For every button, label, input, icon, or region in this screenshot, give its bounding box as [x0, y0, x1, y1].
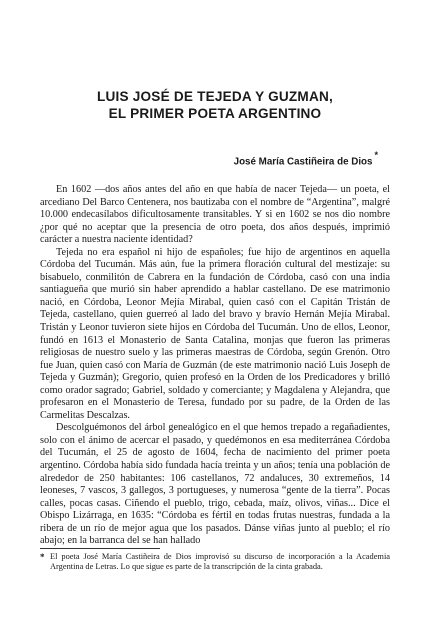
article-title	[40, 88, 390, 122]
footnote	[40, 552, 390, 573]
footnote-marker: *	[40, 552, 45, 562]
title-line-1: LUIS JOSÉ DE TEJEDA Y GUZMAN,	[97, 89, 333, 104]
author-footnote-marker: *	[374, 150, 378, 160]
title-line-2: EL PRIMER POETA ARGENTINO	[108, 106, 322, 121]
paragraph-3: Descolguémonos del árbol genealógico en el que hemos trepado a regañadientes, solo con el ánimo de acercar el pasado, y quedémonos en esa mediterránea Córdoba del Tucumán, el 25 de agosto de 1604, fecha de nacimiento del primer poeta argentino. Córdoba había sido fundada hacía treinta y un años; tenía una población de alrededor de 250 habitantes: 106 castellanos, 72 andaluces, 30 extremeños, 14 leoneses, 7 vascos, 3 gallegos, 3 portugueses, y numerosa “gente de la tierra”. Pocas calles, pocas casas. Ciñendo el pueblo, trigo, cebada, maíz, olivos, viñas... Dice el Obispo Lizárraga, en 1635: “Córdoba es fértil en todas frutas nuestras, fundada a la ribera de un río de mejor agua que los pasados. Dánse viñas junto al pueblo; el río abajo; en la barranca del se han hallado	[40, 422, 390, 547]
paragraph-1: En 1602 —dos años antes del año en que había de nacer Tejeda— un poeta, el arcediano Del Barco Centenera, nos bautizaba con el nombre de “Argentina”, malgré 10.000 endecasílabos dificultosamente transitables. Y si en 1602 se nos dio nombre ¿por qué no aceptar que la presencia de otro poeta, dos años después, imprimió carácter a nuestra naciente identidad?	[40, 184, 390, 246]
article-body	[40, 184, 390, 548]
author-name: José María Castiñeira de Dios	[233, 156, 373, 168]
footnote-text: El poeta José María Castiñeira de Dios improvisó su discurso de incorporación a la Academia Argentina de Letras. Lo que sigue es parte de la transcripción de la cinta grabada.	[50, 552, 390, 572]
footnote-divider	[40, 548, 160, 549]
paragraph-2: Tejeda no era español ni hijo de españoles; fue hijo de argentinos en aquella Córdoba del Tucumán. Más aún, fue la primera floración cultural del mestizaje: su bisabuelo, conmilitón de Cabrera en la fundación de Córdoba, casó con una india santiagueña que murió sin haber aprendido a hablar castellano. De ese matrimonio nació, en Córdoba, Leonor Mejía Mirabal, quien casó con el Capitán Tristán de Tejeda, castellano, quien guerreó al lado del bravo y bravío Hernán Mejía Mirabal. Tristán y Leonor tuvieron siete hijos en Córdoba del Tucumán. Uno de ellos, Leonor, fundó en 1613 el Monasterio de Santa Catalina, monjas que fueron las primeras religiosas de nuestro suelo y las primeras maestras de Córdoba, según Grenón. Otro fue Juan, quien casó con María de Guzmán (de este matrimonio nació Luis Joseph de Tejeda y Guzmán); Gregorio, quien profesó en la Orden de los Predicadores y brilló como orador sagrado; Gabriel, soldado y comerciante; y Magdalena y Alejandra, que profesaron en el Monasterio de Teresa, fundado por su padre, de la Orden de las Carmelitas Descalzas.	[40, 246, 390, 421]
author-byline	[234, 152, 378, 167]
